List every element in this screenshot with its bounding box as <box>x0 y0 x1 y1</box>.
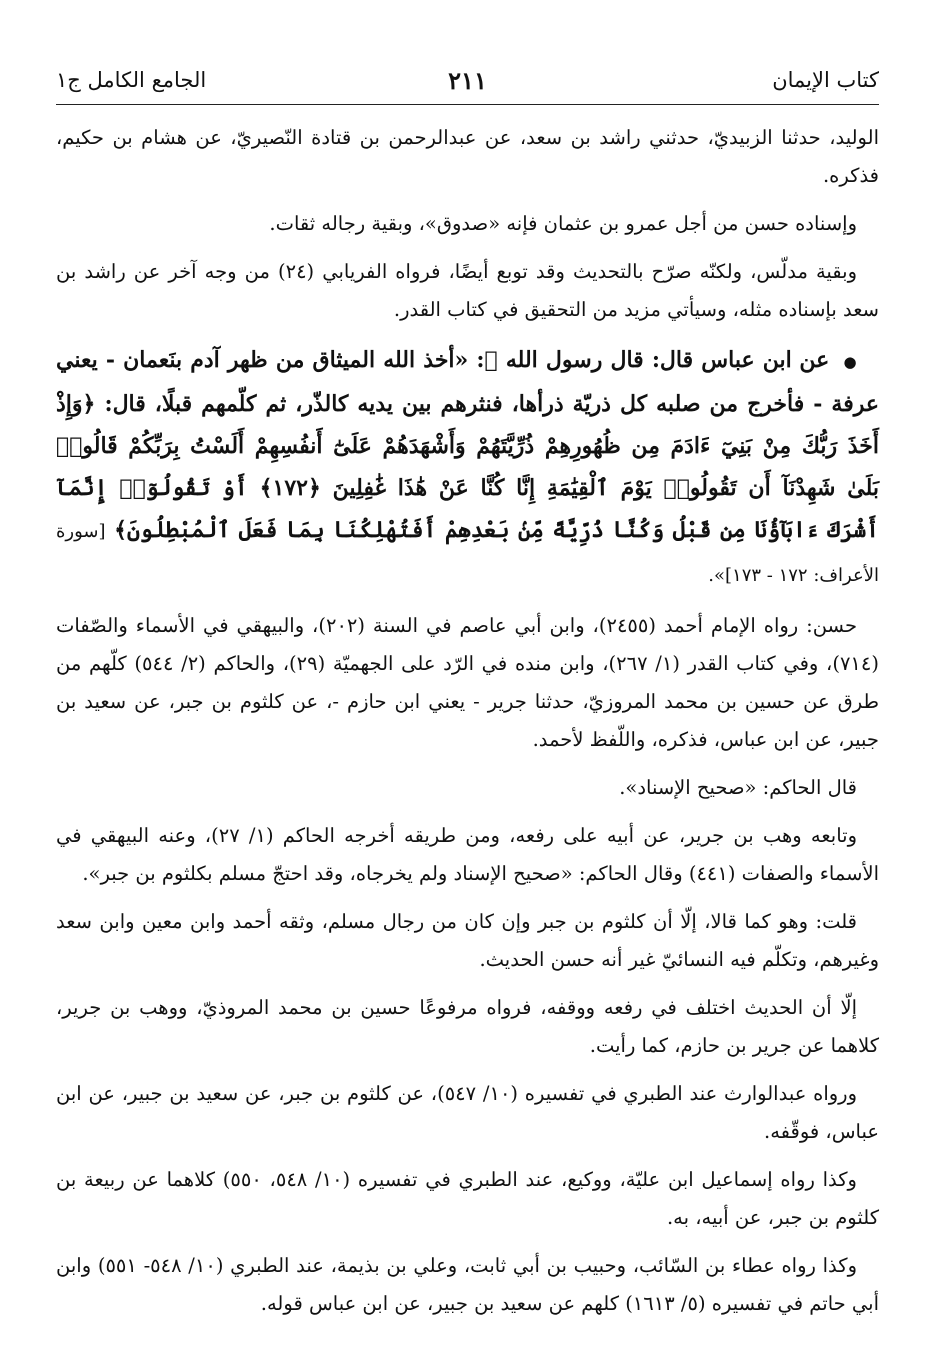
paragraph: الوليد، حدثنا الزبيديّ، حدثني راشد بن سعد، عن عبدالرحمن بن قتادة النّصيريّ، عن هشام بن حكيم، فذكره. <box>56 126 879 187</box>
hadith-intro: عن ابن عباس قال: قال رسول الله ﷺ: «أخذ الله الميثاق من ظهر آدم بنَعمان - يعني عرفة - فأخرج من صلبه كل ذريّة ذرأها، فنثرهم بين يديه كالذّر، ثم كلّمهم قبلًا، قال: <box>56 347 879 417</box>
commentary-paragraph: وكذا رواه إسماعيل ابن عليّة، ووكيع، عند الطبري في تفسيره (١٠/ ٥٤٨، ٥٥٠) كلاهما عن ربيعة بن كلثوم بن جبر، عن أبيه، به. <box>56 1168 879 1229</box>
commentary-paragraph: إلّا أن الحديث اختلف في رفعه ووقفه، فرواه مرفوعًا حسين بن محمد المروذيّ، ووهب بن جرير، كلاهما عن جرير بن حازم، كما رأيت. <box>56 996 879 1057</box>
book-title: كتاب الإيمان <box>772 68 879 92</box>
hadith-text <box>56 339 879 597</box>
commentary-paragraph: ورواه عبدالوارث عند الطبري في تفسيره (١٠/ ٥٤٧)، عن كلثوم بن جبر، عن سعيد بن جبير، عن ابن عباس، فوقّفه. <box>56 1082 879 1143</box>
series-title: الجامع الكامل ج١ <box>56 68 207 92</box>
bullet-icon: ● <box>843 353 858 371</box>
book-page <box>56 60 879 1330</box>
paragraph: وإسناده حسن من أجل عمرو بن عثمان فإنه «صدوق»، وبقية رجاله ثقات. <box>269 212 857 235</box>
commentary-paragraph: حسن: رواه الإمام أحمد (٢٤٥٥)، وابن أبي عاصم في السنة (٢٠٢)، والبيهقي في الأسماء والصّفات (٧١٤)، وفي كتاب القدر (١/ ٢٦٧)، وابن منده في الرّد على الجهميّة (٢٩)، والحاكم (٢/ ٥٤٤) كلّهم من طرق عن حسين بن محمد المروزيّ، حدثنا جرير - يعني ابن حازم -، عن كلثوم بن جبر، عن سعيد بن جبير، عن ابن عباس، فذكره، واللّفظ لأحمد. <box>56 614 879 751</box>
page-body <box>56 119 879 1323</box>
commentary-paragraph: قال الحاكم: «صحيح الإسناد». <box>619 776 857 799</box>
page-header <box>56 60 879 105</box>
paragraph: وبقية مدلّس، ولكنّه صرّح بالتحديث وقد توبع أيضًا، فرواه الفريابي (٢٤) من وجه آخر عن راشد بن سعد بإسناده مثله، وسيأتي مزيد من التحقيق في كتاب القدر. <box>56 260 879 321</box>
quran-reference: [سورة الأعراف: ١٧٢ - ١٧٣]». <box>56 521 879 586</box>
commentary-paragraph: وكذا رواه عطاء بن السّائب، وحبيب بن أبي ثابت، وعلي بن بذيمة، عند الطبري (١٠/ ٥٤٨- ٥٥١) وابن أبي حاتم في تفسيره (٥/ ١٦١٣) كلهم عن سعيد بن جبير، عن ابن عباس قوله. <box>56 1254 879 1315</box>
commentary-paragraph: قلت: وهو كما قالا، إلّا أن كلثوم بن جبر وإن كان من رجال مسلم، وثقه أحمد وابن معين وابن سعد وغيرهم، وتكلّم فيه النسائيّ غير أنه حسن الحديث. <box>56 910 879 971</box>
commentary-paragraph: وتابعه وهب بن جرير، عن أبيه على رفعه، ومن طريقه أخرجه الحاكم (١/ ٢٧)، وعنه البيهقي في الأسماء والصفات (٤٤١) وقال الحاكم: «صحيح الإسناد ولم يخرجاه، وقد احتجّ مسلم بكلثوم بن جبر». <box>56 824 879 885</box>
page-number: ٢١١ <box>448 66 487 95</box>
quran-verse: ﴿وَإِذْ أَخَذَ رَبُّكَ مِنْ بَنِيٓ ءَادَمَ مِن ظُهُورِهِمْ ذُرِّيَّتَهُمْ وَأَشْهَدَهُمْ عَلَىٰٓ أَنفُسِهِمْ أَلَسْتُ بِرَبِّكُمْ قَالُوا۟ بَلَىٰ شَهِدْنَآ أَن تَقُولُوا۟ يَوْمَ ٱلْقِيَٰمَةِ إِنَّا كُنَّا عَنْ هَٰذَا غَٰفِلِينَ ﴿١٧٢﴾ أَوْ تَقُولُوٓا۟ إِنَّمَآ أَشْرَكَ ءَابَآؤُنَا مِن قَبْلُ وَكُنَّا ذُرِّيَّةً مِّنۢ بَعْدِهِمْ أَفَتُهْلِكُنَا بِمَا فَعَلَ ٱلْمُبْطِلُونَ﴾ <box>56 391 879 543</box>
